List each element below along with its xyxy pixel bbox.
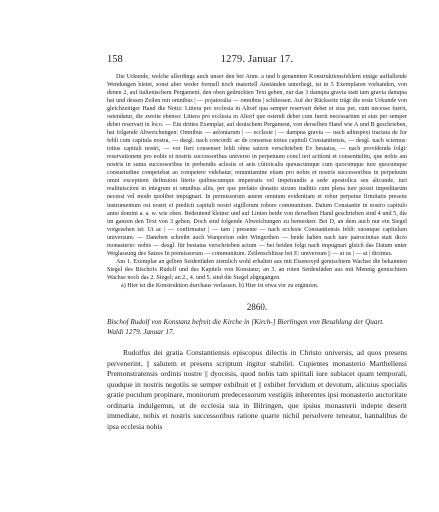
commentary-paragraph: Am 1. Exemplar an gelben Seidenfäden ziemlich wohl erhalten aus mit Eisenoxyd gemischtem Wachse die bekannten Siegel des Bischofs Rudolf und des Kapitels von Konstanz; an 3. an roten Seidenfäden aus mit Mennig gemischtem Wachse noch das 2. Siegel; an 2., 4. und 5. sind die Siegel abgegangen. [107, 258, 407, 281]
footnote: a) Hier ist die Konstruktion durchaus verlassen. b) Hier ist etwa vor zu ergänzen. [121, 282, 319, 289]
footnotes [107, 282, 407, 290]
commentary-paragraph: Die Urkunde, welche allerdings auch unser den bei Anm. a und b genannten Konstruktionsfehlern einige auffallende Wendungen bietet, sonst aber weder formell noch materiell Anständen unterliegt, ist in 5 Exemplaren vorhanden, von denen 2, auf italienischem Pergament, den oben gedruckten Text geben, zur das 3 damqna gravia statt tam gravia damqna hat und dessen Zeilen mit omnibus | — pojatoralia — omnibus | schliessen. Auf der Rückseite trägt die erste Urkunde von gleichzeitiger Hand die Notiz: Littera pro ecclesia in Altorf qua semper reservari debet et sius per, cum necesse fuerit, ostendatur, die zweite ebenso: Littera pro ecclesia in Altorf que ostendi debet cum fuerit necessarium et sius per semper debet reservari in loco. — Ein drittes Exemplar, auf deutschem Pergament, von derselben Hand wie A und B geschrieben, hat folgende Abweichungen: Omnibus — aeloniarum | — ecclesie | — dampna gravia — nach adinspexi tractata de Ior fehlt cum capitula nostra, — dsegl. nach concordi: ac de consensu totius capituli Constantiensis, — desgl. nach sciemus: totius capituli nostri, — vor fieri consenser fehlt ohne satzon verschrieben Ev bestatus, — nach providenda folgt: reservationem pro nobis et nostris successoribus universo in perpetuum concl ieri actiioni et consenttelitu, que nobis am nostris in suma successoribus in prebendis aclesiis et aeis cûitoicalis quouscumque cum quocumque iure quocumque consuetudine competebat ao competere videbatur, renuntiamine etiam pro nobis et nostris successoribus in perpetuum omni exceptioni definsioni literis quibuscumque impetratis vel impetrandis a sede apostolica seu alicunde, iuri realituiscioni in integrum et omnibus aliis, per que prefatio donatio sicuno traditio cum plena iure possit impeditarum necessi vel modo quolibet impugnari. In premissorum autem omnium evidentiam et robur perpetue firmitatis presens instrumentum ost nostri et predicti capituli nostri sigillorum robore communitum. Datum Constantie in nostro capitulo anno domini a. a. w. wie oben. Bedeutend kleiner und auf Linien beide von derselben Hand geschrieben sind 4 und 5, die im ganzen den Text von 3 geben. Doch sind folgende Abweichungen zu bemerken: Bei D, an dem auch nur ein Siegel vorgesehen ist: Ut ac | — confirmatur | — tam | presente — nach ecclesie Constantiensis fehlt: suomque capitulum universum. — Daneben schreibt auch Wanporion oder Wingerthen — beide haben nach tare patrocinitas statt dicto monasterio: nobis — desgl. für bestatus verschrieben actum — bei beiden folgt nach impugnari gleich das Datum unter Weglassung des Satzes In premissorum — communitum. Zeilenschlüsse bei E: universum || — at us | — at | dicimus. [107, 74, 407, 257]
running-header [107, 54, 407, 68]
running-title: 1279. Januar 17. [220, 54, 294, 65]
document-text [107, 348, 407, 432]
page-number: 158 [107, 54, 123, 65]
commentary-text [107, 73, 407, 282]
commentary-block [107, 73, 407, 290]
document-number: 2860. [246, 302, 268, 312]
rubric-date: Waldi 1279. Januar 17. [107, 328, 175, 336]
rubric-title: Bischof Rudolf von Konstanz befreit die Kirche in [Kirch-] Bierlingen von Besahlung der Quart. [107, 318, 385, 326]
document-rubric [107, 317, 407, 337]
document-paragraph: Rudolfus dei gratia Constantiensis episcopus dilectis in Christo universis, ad quos presens pervenerint, || salutem et presens scriptum ingitur stabiliri. Cupientes monasterio Marthellensi Premonstratensis ordinis nostre || dyocesis, quod nobis tam spiritali iure subiacet quam temporali, quodque in nostris negotiis se semper exhibuit et || exhibet fervidum et devotum, alicuius specialis gratie poculum propinare, monitorum predecessorum vestigiis inherentes ipsi monasterio auctoritate ordinaria indulgemus, ut de ecclesia sua in Bilringen, que ipsius monasterii indepte deserit immediate, nobis et nostris successoribus ratione quarte nichil persolvere teneatur, hannalibus de ipsa ecclesia nobis [107, 348, 407, 431]
